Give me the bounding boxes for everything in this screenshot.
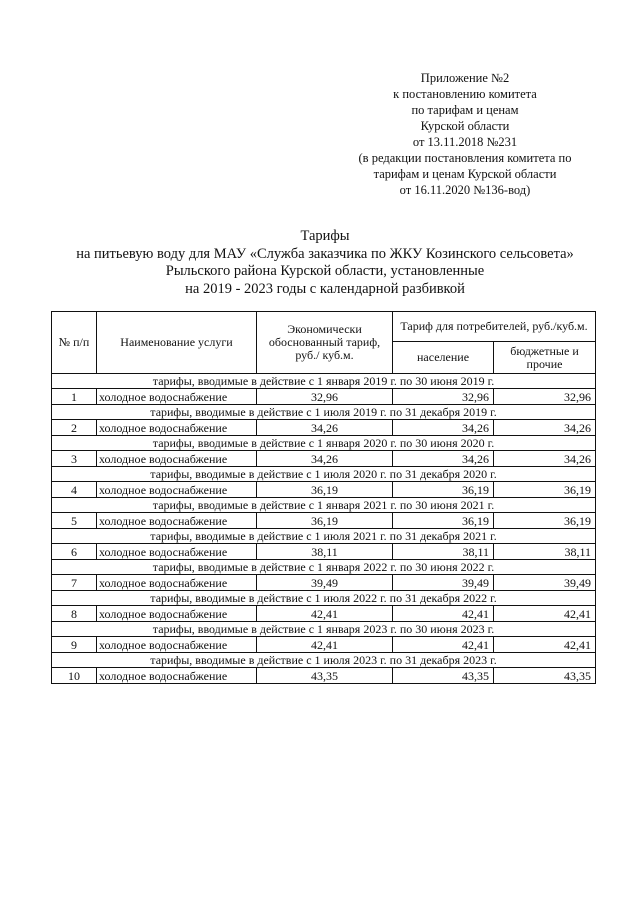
row-number: 5 <box>52 513 97 529</box>
annex-line: от 16.11.2020 №136-вод) <box>399 183 531 197</box>
row-number: 8 <box>52 606 97 622</box>
table-row <box>52 389 596 405</box>
period-row <box>52 622 596 637</box>
title-line: Тарифы <box>300 228 350 244</box>
header-budget: бюджетные и прочие <box>494 342 596 374</box>
service-name: холодное водоснабжение <box>97 482 257 498</box>
annex-header <box>340 70 590 198</box>
economic-tariff-value: 39,49 <box>257 575 393 591</box>
population-tariff-value: 36,19 <box>393 482 494 498</box>
period-label: тарифы, вводимые в действие с 1 января 2019 г. по 30 июня 2019 г. <box>52 374 596 389</box>
service-name: холодное водоснабжение <box>97 451 257 467</box>
table-row <box>52 637 596 653</box>
header-consumer-tariff: Тариф для потребителей, руб./куб.м. <box>393 312 596 342</box>
period-row <box>52 560 596 575</box>
row-number: 7 <box>52 575 97 591</box>
header-num: № п/п <box>52 312 97 374</box>
period-label: тарифы, вводимые в действие с 1 января 2020 г. по 30 июня 2020 г. <box>52 436 596 451</box>
population-tariff-value: 32,96 <box>393 389 494 405</box>
economic-tariff-value: 34,26 <box>257 420 393 436</box>
economic-tariff-value: 32,96 <box>257 389 393 405</box>
economic-tariff-value: 34,26 <box>257 451 393 467</box>
annex-line: к постановлению комитета <box>393 87 537 101</box>
service-name: холодное водоснабжение <box>97 544 257 560</box>
row-number: 10 <box>52 668 97 684</box>
period-label: тарифы, вводимые в действие с 1 июля 2023 г. по 31 декабря 2023 г. <box>52 653 596 668</box>
budget-tariff-value: 43,35 <box>494 668 596 684</box>
header-economic-tariff: Экономически обоснованный тариф, руб./ куб.м. <box>257 312 393 374</box>
service-name: холодное водоснабжение <box>97 389 257 405</box>
row-number: 3 <box>52 451 97 467</box>
period-label: тарифы, вводимые в действие с 1 января 2023 г. по 30 июня 2023 г. <box>52 622 596 637</box>
period-row <box>52 653 596 668</box>
header-population: население <box>393 342 494 374</box>
period-row <box>52 591 596 606</box>
population-tariff-value: 42,41 <box>393 606 494 622</box>
economic-tariff-value: 42,41 <box>257 606 393 622</box>
population-tariff-value: 43,35 <box>393 668 494 684</box>
tariff-table <box>51 311 596 684</box>
budget-tariff-value: 38,11 <box>494 544 596 560</box>
population-tariff-value: 38,11 <box>393 544 494 560</box>
table-row <box>52 420 596 436</box>
service-name: холодное водоснабжение <box>97 513 257 529</box>
service-name: холодное водоснабжение <box>97 575 257 591</box>
budget-tariff-value: 34,26 <box>494 451 596 467</box>
economic-tariff-value: 42,41 <box>257 637 393 653</box>
period-row <box>52 374 596 389</box>
annex-line: Приложение №2 <box>420 71 510 85</box>
budget-tariff-value: 36,19 <box>494 482 596 498</box>
document-title <box>40 228 610 298</box>
table-row <box>52 544 596 560</box>
service-name: холодное водоснабжение <box>97 420 257 436</box>
population-tariff-value: 34,26 <box>393 420 494 436</box>
period-row <box>52 498 596 513</box>
population-tariff-value: 34,26 <box>393 451 494 467</box>
economic-tariff-value: 36,19 <box>257 513 393 529</box>
economic-tariff-value: 36,19 <box>257 482 393 498</box>
budget-tariff-value: 32,96 <box>494 389 596 405</box>
budget-tariff-value: 36,19 <box>494 513 596 529</box>
economic-tariff-value: 38,11 <box>257 544 393 560</box>
table-row <box>52 513 596 529</box>
title-line: на питьевую воду для МАУ «Служба заказчика по ЖКУ Козинского сельсовета» <box>76 245 574 262</box>
economic-tariff-value: 43,35 <box>257 668 393 684</box>
row-number: 6 <box>52 544 97 560</box>
row-number: 1 <box>52 389 97 405</box>
budget-tariff-value: 39,49 <box>494 575 596 591</box>
table-row <box>52 575 596 591</box>
period-label: тарифы, вводимые в действие с 1 июля 2021 г. по 31 декабря 2021 г. <box>52 529 596 544</box>
title-line: Рыльского района Курской области, установленные <box>165 263 485 279</box>
population-tariff-value: 36,19 <box>393 513 494 529</box>
annex-line: Курской области <box>420 119 510 133</box>
annex-line: по тарифам и ценам <box>411 103 519 117</box>
period-row <box>52 529 596 544</box>
table-row <box>52 606 596 622</box>
annex-line: от 13.11.2018 №231 <box>412 135 518 149</box>
service-name: холодное водоснабжение <box>97 637 257 653</box>
row-number: 4 <box>52 482 97 498</box>
period-label: тарифы, вводимые в действие с 1 января 2022 г. по 30 июня 2022 г. <box>52 560 596 575</box>
header-service: Наименование услуги <box>97 312 257 374</box>
period-label: тарифы, вводимые в действие с 1 июля 2022 г. по 31 декабря 2022 г. <box>52 591 596 606</box>
table-row <box>52 668 596 684</box>
period-row <box>52 405 596 420</box>
annex-line: (в редакции постановления комитета по <box>358 151 572 165</box>
period-row <box>52 467 596 482</box>
population-tariff-value: 39,49 <box>393 575 494 591</box>
period-label: тарифы, вводимые в действие с 1 января 2021 г. по 30 июня 2021 г. <box>52 498 596 513</box>
title-line: на 2019 - 2023 годы с календарной разбивкой <box>185 280 465 297</box>
annex-line: тарифам и ценам Курской области <box>373 167 557 181</box>
period-label: тарифы, вводимые в действие с 1 июля 2020 г. по 31 декабря 2020 г. <box>52 467 596 482</box>
table-row <box>52 451 596 467</box>
period-row <box>52 436 596 451</box>
budget-tariff-value: 42,41 <box>494 637 596 653</box>
budget-tariff-value: 42,41 <box>494 606 596 622</box>
service-name: холодное водоснабжение <box>97 606 257 622</box>
row-number: 9 <box>52 637 97 653</box>
row-number: 2 <box>52 420 97 436</box>
table-row <box>52 482 596 498</box>
budget-tariff-value: 34,26 <box>494 420 596 436</box>
population-tariff-value: 42,41 <box>393 637 494 653</box>
period-label: тарифы, вводимые в действие с 1 июля 2019 г. по 31 декабря 2019 г. <box>52 405 596 420</box>
service-name: холодное водоснабжение <box>97 668 257 684</box>
